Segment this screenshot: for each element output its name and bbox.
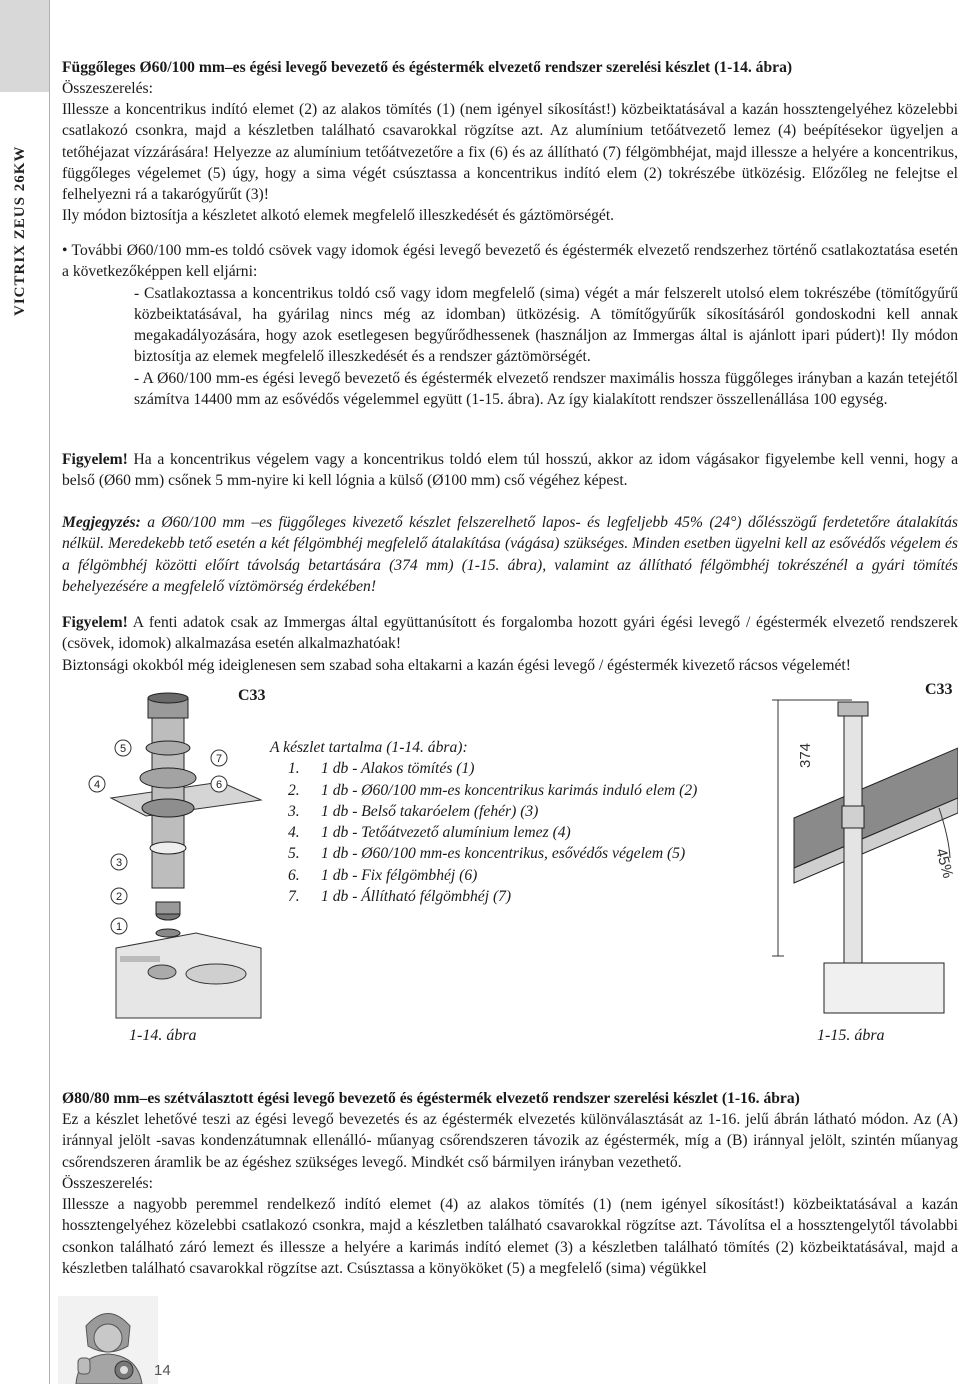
note-text: a Ø60/100 mm –es függőleges kivezető készlet felszerelhető lapos- és legfeljebb 45% (24°) dőlésszögű ferdetetőre átalakítás nélkül. Meredekebb tető esetén a két félgömbhéj megfelelő átalakítása (vágása) szükséges. Minden esetben ügyelni kell az esővédős végelem és a félgömbhéj közötti előírt távolság betartására (374 mm) (1-15. ábra), valamint az állítható félgömbhéj tokrészénél a gyári tömítés behelyezésére a megfelelő víztömörség érdekében! — [62, 514, 958, 595]
sidebar-divider — [49, 0, 50, 1384]
roof-angle: 45% — [932, 846, 957, 881]
note — [62, 512, 958, 597]
kit-item: 3. 1 db - Belső takaróelem (fehér) (3) — [288, 802, 539, 820]
warning-2-label: Figyelem! — [62, 614, 128, 631]
section1-assembly-label: Összeszerelés: — [62, 80, 153, 97]
kit-item: 6. 1 db - Fix félgömbhéj (6) — [288, 866, 478, 884]
kit-item: 2. 1 db - Ø60/100 mm-es koncentrikus karimás induló elem (2) — [288, 781, 698, 799]
kit-item: 4. 1 db - Tetőátvezető alumínium lemez (4) — [288, 824, 571, 842]
callout-6: 6 — [215, 779, 223, 791]
section1-heading: Függőleges Ø60/100 mm–es égési levegő bevezető és égéstermék elvezető rendszer szerelési készlet (1-14. ábra) — [62, 59, 793, 76]
warning-1-label: Figyelem! — [62, 451, 128, 468]
section2-heading: Ø80/80 mm–es szétválasztott égési levegő bevezető és égéstermék elvezető rendszer szerelési készlet (1-16. ábra) — [62, 1090, 800, 1107]
kit-title: A készlet tartalma (1-14. ábra): — [270, 739, 468, 756]
product-title: VICTRIX ZEUS 26KW — [12, 145, 28, 316]
warning-1 — [62, 449, 958, 492]
bullet-item-1: - Csatlakoztassa a koncentrikus toldó cső vagy idom megfelelő (sima) végét a már felszerelt utolsó elem tokrészébe (tömítőgyűrű közbeiktatásával, ha gyárilag nincs még az idomban) ütközésig. A tömítőgyűrűk síkosításáról gondoskodni kell annak megakadályozására, hogy azok esetlegesen begyűrődhessenek (használjon az Immergas által is ajánlott ipari púdert)! Ily módon biztosítja az elemek megfelelő illeszkedését és a rendszer gáztömörségét. — [134, 284, 958, 366]
kit-contents — [266, 737, 697, 907]
kit-item: 5. 1 db - Ø60/100 mm-es koncentrikus, esővédős végelem (5) — [288, 845, 686, 863]
dimension-374: 374 — [797, 742, 814, 768]
warning-2 — [62, 612, 958, 655]
note-label: Megjegyzés: — [62, 514, 141, 531]
section2-body2: Illessze a nagyobb peremmel rendelkező indító elemet (4) az alakos tömítés (1) (nem igényel síkosítást!) közbeiktatásával a kazán hossztengelyéhez közelebbi csatlakozó csonkra, majd a készletben található csavarokkal rögzítse azt. Távolítsa el a hossztengelytől távolabbi csonkon található záró lemezt és illessze a helyére a karimás indító elemet (3) a készletben található tömítés (2) közbeiktatásával, majd a készletben található csavarokkal rögzítse azt. Csúsztassa a könyököket (5) a megfelelő (sima) végükkel — [62, 1196, 958, 1277]
sidebar — [0, 0, 50, 1384]
caption-figure-1-15: 1-15. ábra — [817, 1027, 885, 1044]
callout-5: 5 — [119, 743, 127, 755]
section1-body2: Ily módon biztosítja a készletet alkotó elemek megfelelő illeszkedését és gáztömörségét. — [62, 207, 615, 224]
warning-1-text: Ha a koncentrikus végelem vagy a koncentrikus toldó elem túl hosszú, akkor az idom vágásakor figyelembe kell venni, hogy a belső (Ø60 mm) csőnek 5 mm-nyire ki kell lógnia a külső (Ø100 mm) cső végéhez képest. — [62, 451, 958, 490]
extension-instructions — [62, 240, 958, 410]
figure-left-c33-label: C33 — [238, 687, 266, 704]
bullet-item-2: - A Ø60/100 mm-es égési levegő bevezető és égéstermék elvezető rendszer maximális hossza függőleges irányban a kazán tetejétől számítva 14400 mm az esővédős végelemmel együtt (1-15. ábra). Az így kialakított rendszer összellenállása 100 egység. — [134, 369, 958, 409]
figure-right-c33-label: C33 — [925, 681, 953, 698]
callout-2: 2 — [115, 891, 123, 903]
sidebar-header-block — [0, 0, 49, 92]
callout-7: 7 — [215, 753, 223, 765]
bullet-intro: • További Ø60/100 mm-es toldó csövek vagy idomok égési levegő bevezető és égéstermék elvezető rendszerhez történő csatlakoztatása esetén a következőképpen kell eljárni: — [62, 242, 958, 281]
callout-3: 3 — [115, 857, 123, 869]
caption-figure-1-14: 1-14. ábra — [129, 1027, 197, 1044]
mascot-icon — [58, 1296, 158, 1384]
callout-1: 1 — [115, 921, 123, 933]
figure-1-15-drawing — [764, 688, 958, 1018]
section1-body: Illessze a koncentrikus indító elemet (2) az alakos tömítés (1) (nem igényel síkosítást!) közbeiktatásával a kazán hossztengelyéhez közelebbi csatlakozó csonkra, majd a készletben található csavarokkal rögzítse azt. Az alumínium tetőátvezető lemez (4) beépítésekor ügyeljen a tetőhéjazat vízzárására! Helyezze az alumínium tetőátvezetőre a fix (6) és az állítható (7) félgömbhéjat, majd illessze a helyére a koncentrikus, függőleges végelemet (5) úgy, hogy a sima végét csúsztassa a koncentrikus indító elem (2) tokrészébe ütközésig. Előzőleg ne felejtse el felhelyezni rá a takarógyűrűt (3)! — [62, 101, 958, 204]
section2-assembly-label: Összeszerelés: — [62, 1175, 153, 1192]
kit-item: 1. 1 db - Alakos tömítés (1) — [288, 760, 475, 778]
figure-1-14-drawing — [86, 688, 276, 1028]
page-number: 14 — [154, 1362, 171, 1379]
warning-2-text: A fenti adatok csak az Immergas által együttanúsított és forgalomba hozott gyári égési levegő / égéstermék elvezető rendszerek (csövek, idomok) alkalmazása esetén alkalmazhatóak! — [62, 614, 958, 653]
callout-4: 4 — [93, 779, 101, 791]
warning-2-text2: Biztonsági okokból még ideiglenesen sem szabad soha eltakarni a kazán égési levegő / égéstermék kivezető rácsos végelemét! — [62, 657, 851, 674]
kit-item: 7. 1 db - Állítható félgömbhéj (7) — [288, 888, 512, 906]
section2-body: Ez a készlet lehetővé teszi az égési levegő bevezetés és az égéstermék elvezetés különválasztását az 1-16. jelű ábrán látható módon. Az (A) iránnyal jelölt -savas kondenzátumnak ellenálló- műanyag csőrendszeren távozik az égéstermék, míg a (B) iránnyal jelölt, szintén műanyag csőrendszeren áramlik be az égéshez szükséges levegő. Mindkét cső bármilyen irányban vezethető. — [62, 1111, 958, 1171]
